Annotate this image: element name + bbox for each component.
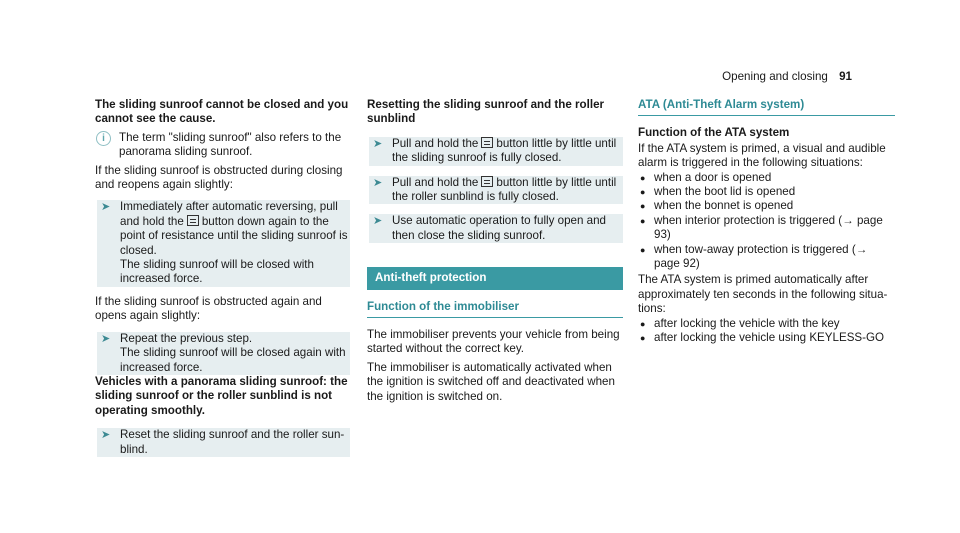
page-number: 91 xyxy=(839,70,852,83)
action-step: ➤ Repeat the previous step. The sliding sunroof will be closed again with increased force. xyxy=(97,332,350,375)
column-1 xyxy=(95,98,350,457)
heading-sunroof-cannot-close: The sliding sunroof cannot be closed and you cannot see the cause. xyxy=(95,98,349,126)
note xyxy=(95,131,350,160)
action-step: ➤ Immediately after automatic reversing, pull and hold the button down again to the point of resistance until the sliding sunroof is closed. The sliding sunroof will be closed with increased force. xyxy=(97,200,350,286)
action-step: ➤ Use automatic operation to fully open and then close the sliding sunroof. xyxy=(369,214,623,243)
action-step: ➤ Reset the sliding sunroof and the roller sun-blind. xyxy=(97,428,350,457)
subheading-ata: ATA (Anti-Theft Alarm system) xyxy=(638,98,895,116)
column-2 xyxy=(367,98,623,404)
section-title: Opening and closing xyxy=(722,70,828,83)
paragraph: If the sliding sunroof is obstructed again and opens again slightly: xyxy=(95,294,322,323)
page-header xyxy=(722,70,852,84)
list-item: ● when the bonnet is opened xyxy=(640,199,794,213)
list-item: ● when a door is opened xyxy=(640,170,772,184)
action-step: ➤ Pull and hold the button little by little until the sliding sunroof is fully closed. xyxy=(369,137,623,166)
list-item: ● after locking the vehicle using KEYLESS-GO xyxy=(640,331,885,345)
heading-ata-function: Function of the ATA system xyxy=(638,126,790,140)
list-item: ● after locking the vehicle with the key xyxy=(640,316,840,330)
action-arrow-icon: ➤ xyxy=(101,332,111,345)
info-icon: i xyxy=(96,131,111,146)
alarm-situations-list xyxy=(638,171,895,272)
sunroof-button-icon xyxy=(481,137,493,148)
action-arrow-icon: ➤ xyxy=(373,137,383,150)
paragraph: The immobiliser prevents your vehicle from being started without the correct key. xyxy=(367,328,620,356)
action-result: The sliding sunroof will be closed with increased force. xyxy=(120,258,314,286)
action-result: The sliding sunroof will be closed again with increased force. xyxy=(120,346,346,374)
list-item: ● when the boot lid is opened xyxy=(640,185,796,199)
note-text: The term "sliding sunroof" also refers to the panorama sliding sunroof. xyxy=(119,130,342,159)
sunroof-button-icon xyxy=(481,176,493,187)
paragraph: The immobiliser is automatically activated when the ignition is switched off and deactivated when the ignition is switched on. xyxy=(367,360,615,403)
sunroof-button-icon xyxy=(187,215,199,226)
action-arrow-icon: ➤ xyxy=(101,201,111,214)
subheading-immobiliser: Function of the immobiliser xyxy=(367,300,623,318)
list-item: ● when interior protection is triggered (→ page 93) xyxy=(640,213,883,242)
priming-situations-list xyxy=(638,317,895,346)
action-arrow-icon: ➤ xyxy=(373,176,383,189)
paragraph: The ATA system is primed automatically after approximately ten seconds in the following situa-tions: xyxy=(638,273,888,316)
heading-panorama-sunroof: Vehicles with a panorama sliding sunroof: the sliding sunroof or the roller sunblind is not operating smoothly. xyxy=(95,374,348,417)
section-banner: Anti-theft protection xyxy=(367,267,623,289)
list-item: ● when tow-away protection is triggered (→ page 92) xyxy=(640,242,868,271)
action-arrow-icon: ➤ xyxy=(373,215,383,228)
action-step: ➤ Pull and hold the button little by little until the roller sunblind is fully closed. xyxy=(369,176,623,205)
column-3 xyxy=(638,98,895,346)
paragraph: If the ATA system is primed, a visual and audible alarm is triggered in the following situations: xyxy=(638,141,886,170)
action-arrow-icon: ➤ xyxy=(101,429,111,442)
heading-resetting: Resetting the sliding sunroof and the roller sunblind xyxy=(367,98,605,126)
paragraph: If the sliding sunroof is obstructed during closing and reopens again slightly: xyxy=(95,163,343,192)
